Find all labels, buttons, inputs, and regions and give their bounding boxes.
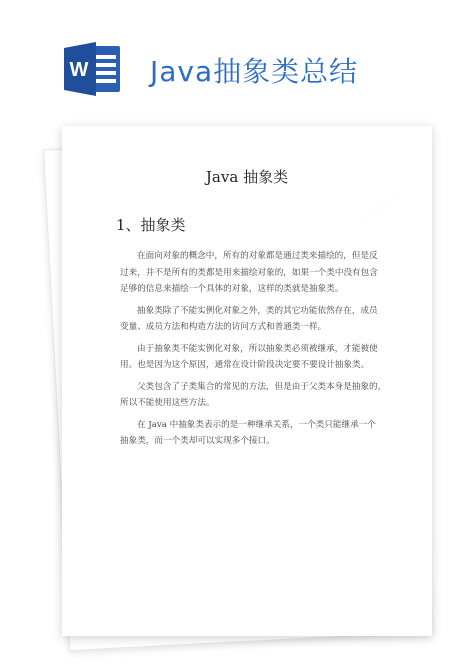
section-heading: 1、抽象类 xyxy=(116,216,186,234)
paragraph xyxy=(120,303,378,336)
paragraph xyxy=(120,417,378,450)
paragraph-line: 过来，并不是所有的类都是用来描绘对象的，如果一个类中没有包含 xyxy=(120,267,378,278)
paragraph-line: 足够的信息来描绘一个具体的对象，这样的类就是抽象类。 xyxy=(120,284,344,294)
paragraph-line: 在面向对象的概念中，所有的对象都是通过类来描绘的，但是反 xyxy=(137,251,378,261)
word-icon-letter: W xyxy=(69,59,89,81)
paragraph xyxy=(120,341,378,374)
document-title: Java 抽象类 xyxy=(205,168,289,186)
paragraph-line: 变量、成员方法和构造方法的访问方式和普通类一样。 xyxy=(120,322,327,332)
paragraph xyxy=(120,379,387,412)
paragraph xyxy=(120,248,378,298)
paragraph-line: 抽象类，而一个类却可以实现多个接口。 xyxy=(120,436,275,446)
paragraph-line: 抽象类除了不能实例化对象之外，类的其它功能依然存在，成员 xyxy=(137,305,378,316)
paragraph-line: 在 Java 中抽象类表示的是一种继承关系，一个类只能继承一个 xyxy=(137,419,376,430)
paragraph-line: 用。也是因为这个原因，通常在设计阶段决定要不要设计抽象类。 xyxy=(120,360,370,370)
paragraph-line: 所以不能使用这些方法。 xyxy=(120,398,215,408)
document-page xyxy=(62,126,432,636)
page-header xyxy=(0,0,474,118)
paragraph-line: 父类包含了子类集合的常见的方法，但是由于父类本身是抽象的， xyxy=(137,381,387,392)
word-document-icon xyxy=(62,42,124,96)
paragraph-line: 由于抽象类不能实例化对象，所以抽象类必须被继承，才能被使 xyxy=(137,343,378,354)
document-body xyxy=(120,248,387,455)
page-title: Java抽象类总结 xyxy=(150,55,359,88)
